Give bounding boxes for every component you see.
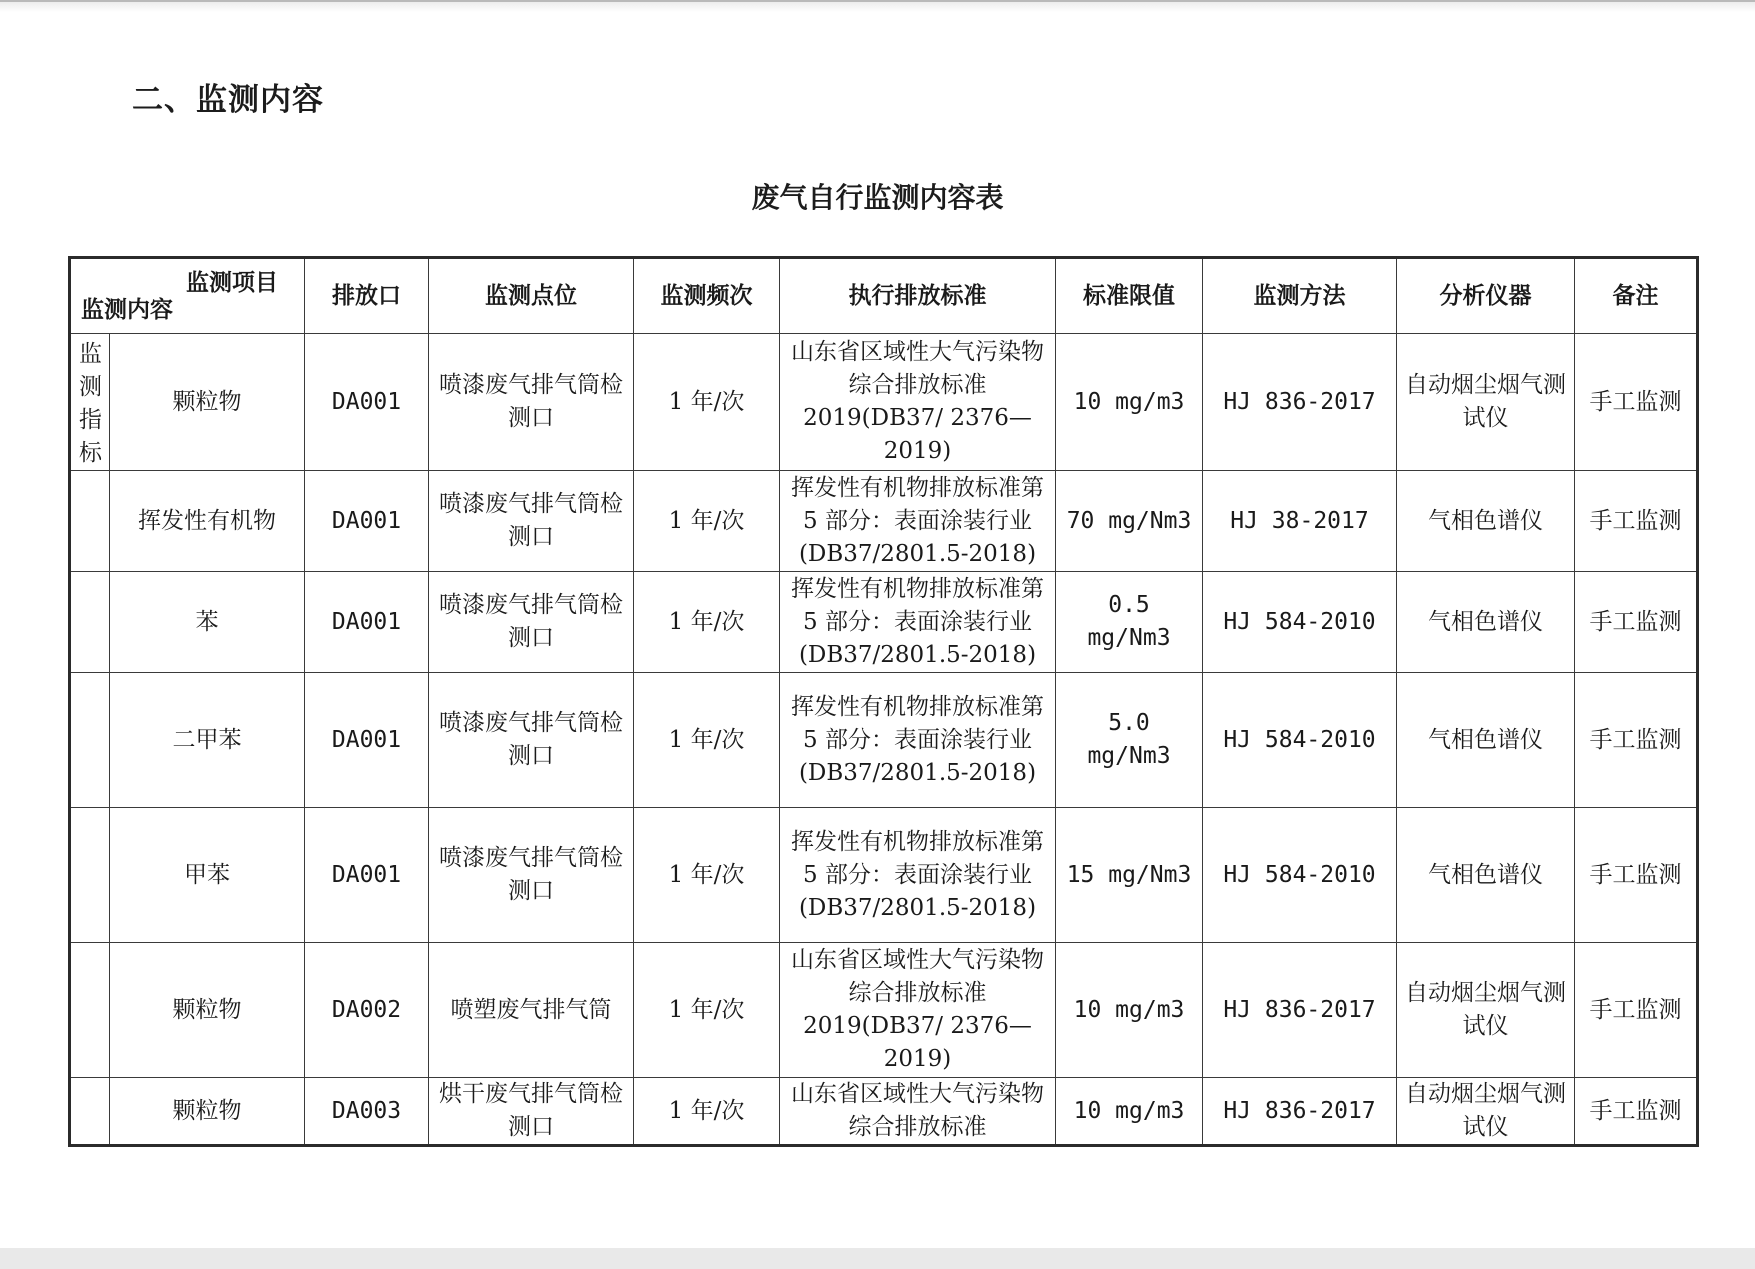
cell-item: 挥发性有机物 (110, 471, 305, 572)
cell-item: 颗粒物 (110, 334, 305, 471)
cell-remark: 手工监测 (1575, 943, 1698, 1078)
cell-remark: 手工监测 (1575, 808, 1698, 943)
cell-limit: 10 mg/m3 (1056, 943, 1203, 1078)
header-remark: 备注 (1575, 258, 1698, 334)
table-row (70, 808, 1698, 943)
cell-outlet: DA001 (305, 334, 429, 471)
cell-limit: 15 mg/Nm3 (1056, 808, 1203, 943)
cell-remark: 手工监测 (1575, 572, 1698, 673)
cell-limit: 10 mg/m3 (1056, 1078, 1203, 1146)
header-method: 监测方法 (1203, 258, 1397, 334)
group-spacer-cell (70, 808, 110, 943)
cell-outlet: DA001 (305, 572, 429, 673)
cell-item: 苯 (110, 572, 305, 673)
cell-item: 二甲苯 (110, 673, 305, 808)
header-point: 监测点位 (429, 258, 634, 334)
cell-item: 甲苯 (110, 808, 305, 943)
cell-limit: 10 mg/m3 (1056, 334, 1203, 471)
monitoring-table (68, 256, 1699, 1147)
cell-point: 喷漆废气排气筒检测口 (429, 471, 634, 572)
cell-frequency: 1 年/次 (634, 808, 780, 943)
cell-method: HJ 836-2017 (1203, 943, 1397, 1078)
cell-frequency: 1 年/次 (634, 943, 780, 1078)
cell-method: HJ 836-2017 (1203, 1078, 1397, 1146)
table-row (70, 943, 1698, 1078)
header-outlet: 排放口 (305, 258, 429, 334)
cell-standard: 挥发性有机物排放标准第 5 部分：表面涂装行业(DB37/2801.5-2018) (780, 673, 1056, 808)
cell-remark: 手工监测 (1575, 1078, 1698, 1146)
page-top-edge (0, 0, 1755, 12)
cell-remark: 手工监测 (1575, 673, 1698, 808)
cell-method: HJ 836-2017 (1203, 334, 1397, 471)
cell-item: 颗粒物 (110, 1078, 305, 1146)
cell-frequency: 1 年/次 (634, 1078, 780, 1146)
group-label-cell (70, 334, 110, 471)
cell-point: 喷漆废气排气筒检测口 (429, 673, 634, 808)
cell-point: 喷漆废气排气筒检测口 (429, 334, 634, 471)
cell-outlet: DA001 (305, 673, 429, 808)
header-frequency: 监测频次 (634, 258, 780, 334)
cell-instrument: 自动烟尘烟气测试仪 (1397, 1078, 1575, 1146)
cell-instrument: 自动烟尘烟气测试仪 (1397, 943, 1575, 1078)
cell-outlet: DA002 (305, 943, 429, 1078)
cell-standard: 挥发性有机物排放标准第 5 部分：表面涂装行业(DB37/2801.5-2018) (780, 471, 1056, 572)
cell-standard: 山东省区域性大气污染物综合排放标准2019(DB37/ 2376—2019) (780, 334, 1056, 471)
table-row (70, 673, 1698, 808)
header-diagonal-cell (70, 258, 305, 334)
group-spacer-cell (70, 943, 110, 1078)
cell-limit: 5.0 mg/Nm3 (1056, 673, 1203, 808)
cell-point: 烘干废气排气筒检测口 (429, 1078, 634, 1146)
cell-standard: 挥发性有机物排放标准第 5 部分：表面涂装行业(DB37/2801.5-2018) (780, 808, 1056, 943)
cell-standard: 挥发性有机物排放标准第 5 部分：表面涂装行业(DB37/2801.5-2018) (780, 572, 1056, 673)
cell-method: HJ 584-2010 (1203, 572, 1397, 673)
header-instrument: 分析仪器 (1397, 258, 1575, 334)
cell-frequency: 1 年/次 (634, 673, 780, 808)
cell-standard: 山东省区域性大气污染物综合排放标准 (780, 1078, 1056, 1146)
header-monitoring-item: 监测项目 (186, 270, 278, 296)
cell-method: HJ 584-2010 (1203, 673, 1397, 808)
cell-point: 喷漆废气排气筒检测口 (429, 808, 634, 943)
cell-frequency: 1 年/次 (634, 334, 780, 471)
cell-instrument: 气相色谱仪 (1397, 471, 1575, 572)
group-spacer-cell (70, 471, 110, 572)
cell-method: HJ 584-2010 (1203, 808, 1397, 943)
group-spacer-cell (70, 1078, 110, 1146)
group-spacer-cell (70, 572, 110, 673)
header-standard: 执行排放标准 (780, 258, 1056, 334)
cell-limit: 0.5 mg/Nm3 (1056, 572, 1203, 673)
header-monitoring-content: 监测内容 (81, 297, 173, 323)
cell-instrument: 气相色谱仪 (1397, 808, 1575, 943)
section-heading: 二、监测内容 (132, 82, 324, 118)
cell-outlet: DA003 (305, 1078, 429, 1146)
cell-outlet: DA001 (305, 808, 429, 943)
table-row (70, 334, 1698, 471)
cell-instrument: 气相色谱仪 (1397, 572, 1575, 673)
cell-remark: 手工监测 (1575, 471, 1698, 572)
cell-limit: 70 mg/Nm3 (1056, 471, 1203, 572)
table-title: 废气自行监测内容表 (751, 181, 1004, 214)
group-spacer-cell (70, 673, 110, 808)
cell-frequency: 1 年/次 (634, 471, 780, 572)
table-row (70, 471, 1698, 572)
cell-outlet: DA001 (305, 471, 429, 572)
cell-point: 喷塑废气排气筒 (429, 943, 634, 1078)
header-limit: 标准限值 (1056, 258, 1203, 334)
cell-point: 喷漆废气排气筒检测口 (429, 572, 634, 673)
cell-standard: 山东省区域性大气污染物综合排放标准2019(DB37/ 2376—2019) (780, 943, 1056, 1078)
cell-instrument: 自动烟尘烟气测试仪 (1397, 334, 1575, 471)
monitoring-table-wrapper (68, 256, 1696, 1147)
table-row (70, 1078, 1698, 1146)
cell-remark: 手工监测 (1575, 334, 1698, 471)
table-row (70, 572, 1698, 673)
table-header-row (70, 258, 1698, 334)
cell-frequency: 1 年/次 (634, 572, 780, 673)
cell-instrument: 气相色谱仪 (1397, 673, 1575, 808)
cell-item: 颗粒物 (110, 943, 305, 1078)
group-label: 监测指标 (79, 341, 102, 466)
page-bottom-edge (0, 1248, 1755, 1269)
cell-method: HJ 38-2017 (1203, 471, 1397, 572)
